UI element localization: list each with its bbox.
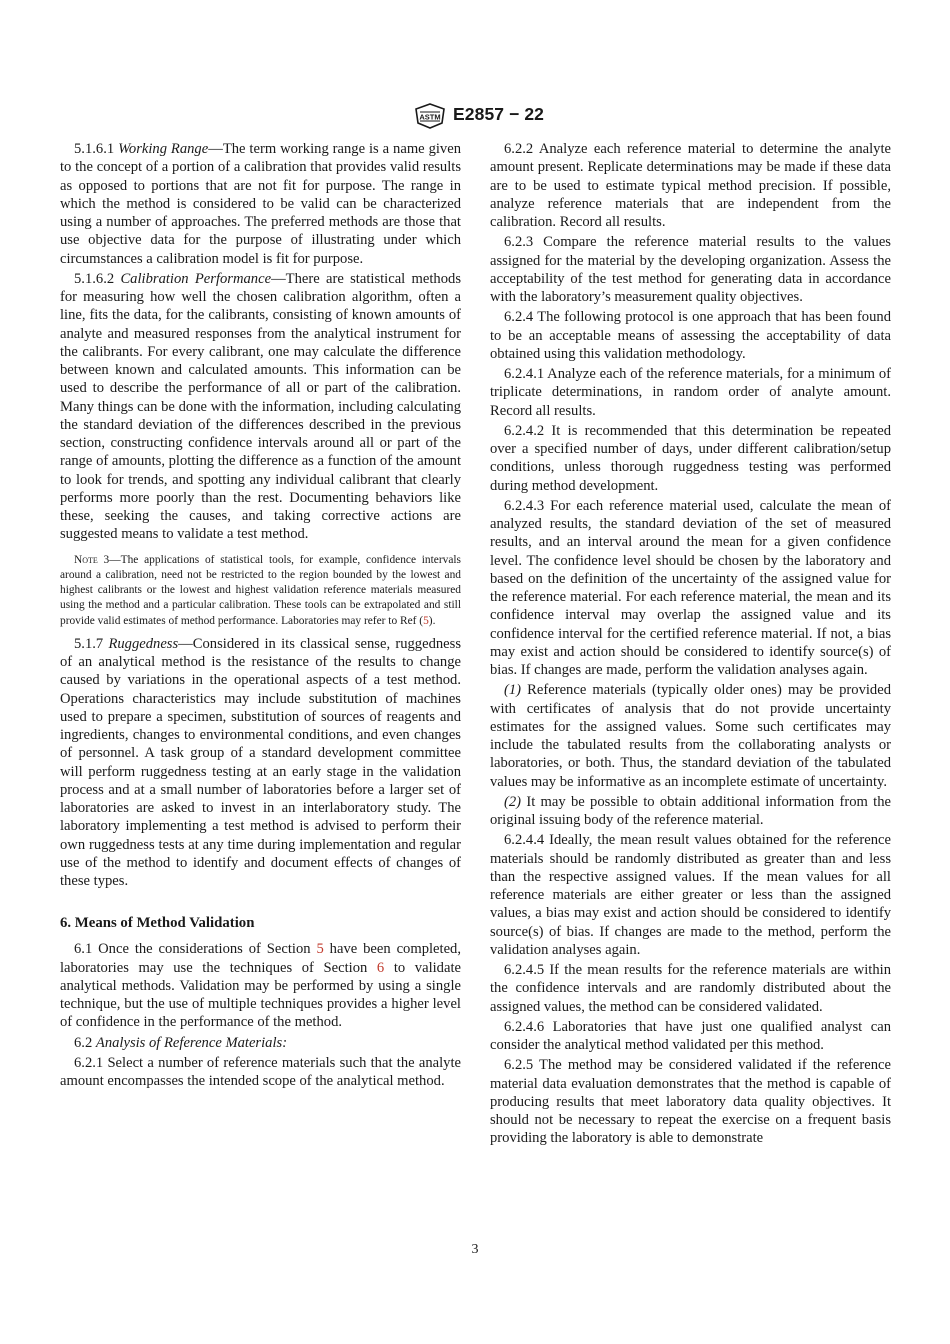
paragraph-6-2-3: 6.2.3 Compare the reference material results to the values assigned for the material by the developing organization. Assess the acceptability of the test method for generating data in accordance with the laboratory’s measurement quality objectives. — [490, 234, 891, 305]
paragraph-6-2-4-6: 6.2.4.6 Laboratories that have just one qualified analyst can consider the analytical method validated per this method. — [490, 1018, 891, 1053]
page-number: 3 — [471, 1242, 479, 1257]
list-marker-2: (2) — [504, 793, 522, 810]
paragraph-6-1: 6.1 Once the considerations of Section 5 have been completed, laboratories may use the techniques of Section 6 to validate analytical methods. Validation may be performed by using a single technique, but the use of multiple techniques provides a higher level of confidence in the performance of the method. — [60, 941, 462, 1031]
paragraph-6-2-4-4: 6.2.4.4 Ideally, the mean result values obtained for the reference materials should be randomly distributed as greater than and less than the respective assigned values. If the mean values for all reference materials are either greater or less than the assigned values, a bias may exist and action should be considered to identify source(s) of bias. If changes are made to the method, perform the validation analyses again. — [490, 832, 891, 958]
paragraph-5-1-6-1: 5.1.6.1 Working Range—The term working range is a name given to the concept of a portion of a calibration that provides valid results as opposed to portions that are not fit for purpose. The range in which the method is considered to be valid can be characterized using a number of approaches. The preferred methods are those that use objective data for the purpose of illustrating under which circumstances a calibration model is fit for purpose. — [60, 141, 462, 267]
list-item-1: (1) Reference materials (typically older ones) may be provided with certificates of analysis that do not provide uncertainty estimates for the assigned values. Some such certificates may include the tabulated results from the collaborating analysts or laboratories, or both. Thus, the standard deviation of the tabulated values may be informative as an incomplete estimate of uncertainty. — [490, 682, 891, 790]
analysis-of-reference-materials-title: Analysis of Reference Materials: — [95, 1034, 288, 1051]
working-range-title: Working Range — [118, 141, 209, 157]
paragraph-6-2-4: 6.2.4 The following protocol is one approach that has been found to be an acceptable means of assessing the acceptability of data obtained using this validation methodology. — [490, 309, 891, 362]
note-3: Note 3—The applications of statistical tools, for example, confidence intervals around a calibration, need not be restricted to the region bounded by the lowest and highest calibrants or the lowest and highest validation reference materials measured using the method and a particular calibration. These tools can be extrapolated and still provide valid estimates of method performance. Laboratories may refer to Ref (5). — [60, 553, 461, 627]
section-5-link[interactable]: 5 — [316, 941, 324, 958]
logo-text: ASTM — [419, 112, 441, 122]
calibration-performance-title: Calibration Performance — [120, 270, 272, 287]
ruggedness-title: Ruggedness — [108, 635, 179, 652]
paragraph-6-2-5: 6.2.5 The method may be considered validated if the reference material data evaluation demonstrates that the method is capable of producing results that meet laboratory data quality objectives. It should not be necessary to repeat the exercise on a frequent basis providing the laboratory is able to demonstrate — [490, 1057, 891, 1147]
section-6-heading: 6. Means of Method Validation — [60, 915, 255, 932]
list-item-2: (2) It may be possible to obtain additional information from the original issuing body of the reference material. — [490, 793, 891, 828]
paragraph-6-2-1: 6.2.1 Select a number of reference materials such that the analyte amount encompasses the intended scope of the analytical method. — [60, 1054, 461, 1090]
paragraph-6-2-4-3: 6.2.4.3 For each reference material used, calculate the mean of analyzed results, the standard deviation of the set of measured results, and an interval around the mean for a given confidence level. The confidence level should be chosen by the laboratory and based on the definition of the uncertainty of the assigned value for the reference material. For each reference material, the mean and its confidence interval may overlap the assigned value and its confidence interval for the certified reference material. If not, a bias may exist and action should be considered to identify source(s) of bias. If changes are made, perform the validation analyses again. — [490, 497, 891, 678]
right-column — [490, 140, 891, 1150]
reference-link-5[interactable]: 5 — [423, 614, 429, 627]
paragraph-6-2-4-2: 6.2.4.2 It is recommended that this determination be repeated over a specified number of days, under different calibration/setup conditions, unless thorough ruggedness testing was performed during method development. — [490, 422, 891, 494]
paragraph-5-1-6-2: 5.1.6.2 Calibration Performance—There are statistical methods for measuring how well the chosen calibration algorithm, often a line, fits the data, for the calibrants, consisting of known amounts of analyte and measured responses from the analytical instrument for the calibrants. For every calibrant, one may calculate the difference between known and calculated amounts. This information can be used to describe the performance of all or part of the calibration. Many things can be done with the information, including calculating the standard deviation of the differences described in the previous section, constructing confidence intervals around all or part of the range of amounts, plotting the difference as a function of the amount to look for trends, and spotting any individual calibrant that clearly performs more poorly than the rest. Documenting behaviors like these, seeking the causes, and taking corrective actions are suggested means to validate a test method. — [60, 270, 461, 543]
section-6-link[interactable]: 6 — [376, 959, 385, 976]
list-marker-1: (1) — [504, 682, 522, 699]
note-label: Note 3 — [74, 553, 110, 566]
paragraph-6-2: 6.2 Analysis of Reference Materials: — [74, 1034, 288, 1051]
page-header — [0, 101, 950, 131]
left-column — [60, 140, 461, 1092]
paragraph-5-1-7: 5.1.7 Ruggedness—Considered in its classical sense, ruggedness of an analytical method is the resistance of the results to change caused by variations in the operational aspects of a test method. Operations characteristics may include substitution of machines used to prepare a specimen, substitution of sources of reagents and ingredients, changes to environmental conditions, and even changes of personnel. A task group of a standard development committee will perform ruggedness testing at an early stage in the validation process and at a small number of laboratories before a larger set of laboratories are asked to invest in an interlaboratory study. The laboratory implementing a test method is advised to perform their own ruggedness tests at any time during implementation and regular use of the method to identify and document effects of changes of these types. — [60, 635, 462, 890]
document-designation: E2857 − 22 — [453, 104, 545, 124]
paragraph-6-2-4-5: 6.2.4.5 If the mean results for the reference materials are within the confidence intervals and are randomly distributed about the assigned values, the method can be considered validated. — [490, 962, 891, 1015]
paragraph-6-2-4-1: 6.2.4.1 Analyze each of the reference materials, for a minimum of triplicate determinations, in random order of analyte amount. Record all results. — [490, 366, 891, 419]
paragraph-6-2-2: 6.2.2 Analyze each reference material to determine the analyte amount present. Replicate determinations may be made if these data are to be used to estimate typical method precision. If possible, analyze reference materials that are independent from the calibration. Record all results. — [490, 141, 891, 230]
astm-logo-icon — [414, 103, 446, 129]
